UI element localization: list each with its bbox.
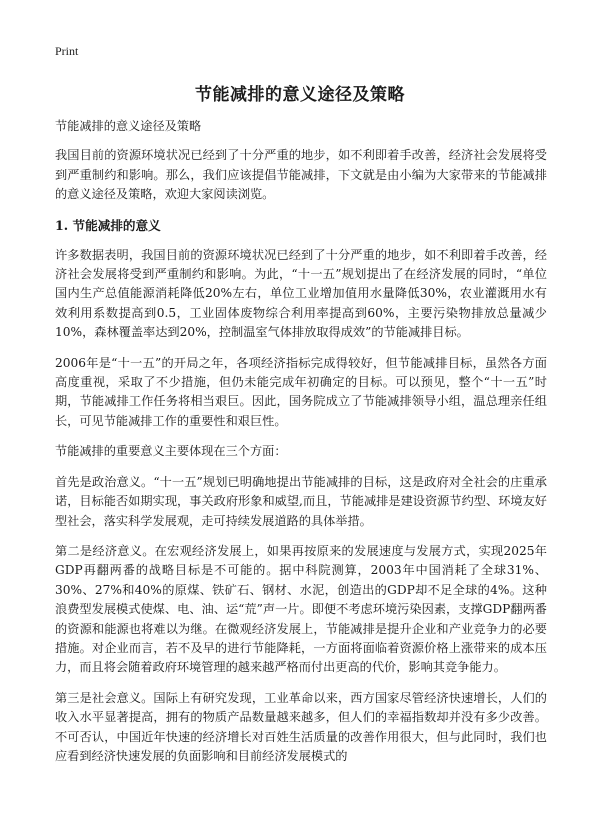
body-paragraph: 首先是政治意义。“十一五”规划已明确地提出节能减排的目标，这是政府对全社会的庄重承诺，目标能否如期实现，事关政府形象和威望,而且，节能减排是建设资源节约型、环境友好型社会，落实科学发展观，走可持续发展道路的具体举措。 — [55, 474, 547, 528]
article-subtitle: 节能减排的意义途径及策略 — [55, 119, 202, 133]
body-paragraph: 第三是社会意义。国际上有研究发现，工业革命以来，西方国家尽管经济快速增长，人们的收入水平显著提高，拥有的物质产品数量越来越多，但人们的幸福指数却并没有多少改善。不可否认，中国近年快速的经济增长对百姓生活质量的改善作用很大，但与此同时，我们也应看到经济快速发展的负面影响和目前经济发展模式的 — [55, 690, 547, 763]
section-heading: 1. 节能减排的意义 — [55, 217, 161, 233]
body-paragraph: 节能减排的重要意义主要体现在三个方面： — [55, 444, 287, 459]
page-title: 节能减排的意义途径及策略 — [195, 85, 405, 105]
body-paragraph: 第二是经济意义。在宏观经济发展上，如果再按原来的发展速度与发展方式，实现2025年GDP再翻两番的战略目标是不可能的。据中科院测算，2003年中国消耗了全球31%、30%、27%和40%的原煤、铁矿石、钢材、水泥，创造出的GDP却不足全球的4%。这种浪费型发展模式使煤、电、油、运“荒”声一片。即便不考虑环境污染因素，支撑GDP翻两番的资源和能源也将难以为继。在微观经济发展上，节能减排是提升企业和产业竞争力的必要措施。对企业而言，若不及早的进行节能降耗，一方面将面临着资源价格上涨带来的成本压力，而且将会随着政府环境管理的越来越严格而付出更高的代价，影响其竞争能力。 — [55, 543, 547, 675]
intro-paragraph: 我国目前的资源环境状况已经到了十分严重的地步，如不利即着手改善，经济社会发展将受到严重制约和影响。那么，我们应该提倡节能减排，下文就是由小编为大家带来的节能减排的意义途径及策略，欢迎大家阅读浏览。 — [55, 148, 547, 202]
print-link[interactable]: Print — [55, 44, 79, 58]
body-paragraph: 许多数据表明，我国目前的资源环境状况已经到了十分严重的地步，如不利即着手改善，经济社会发展将受到严重制约和影响。为此，“十一五”规划提出了在经济发展的同时，“单位国内生产总值能源消耗降低20%左右，单位工业增加值用水量降低30%，农业灌溉用水有效利用系数提高到0.5，工业固体废物综合利用率提高到60%，主要污染物排放总量减少10%，森林覆盖率达到20%，控制温室气体排放取得成效”的节能减排目标。 — [55, 247, 547, 340]
body-paragraph: 2006年是“十一五”的开局之年，各项经济指标完成得较好，但节能减排目标，虽然各方面高度重视，采取了不少措施，但仍未能完成年初确定的目标。可以预见，整个“十一五”时期，节能减排工作任务将相当艰巨。因此，国务院成立了节能减排领导小组，温总理亲任组长，可见节能减排工作的重要性和艰巨性。 — [55, 355, 547, 428]
article-body — [55, 117, 547, 777]
